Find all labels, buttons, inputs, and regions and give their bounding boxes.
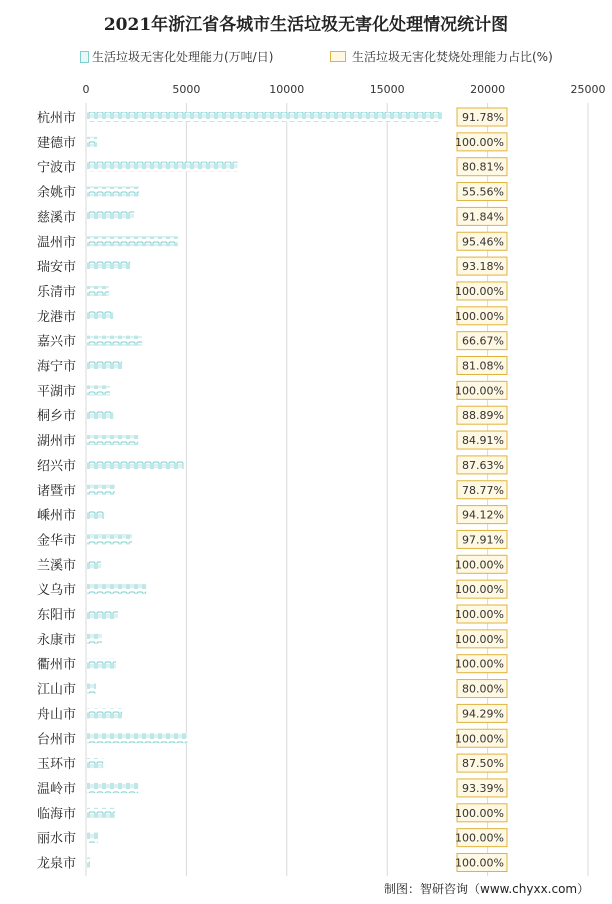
bar	[87, 435, 138, 445]
bar	[87, 485, 115, 495]
ratio-label: 78.77%	[462, 483, 504, 497]
bar	[87, 460, 183, 470]
x-tick-label: 10000	[269, 83, 305, 96]
bar	[87, 659, 116, 669]
category-label: 温岭市	[36, 781, 76, 797]
bar	[87, 584, 146, 594]
category-label: 舟山市	[36, 707, 76, 723]
ratio-label: 97.91%	[462, 533, 504, 547]
ratio-label: 66.67%	[462, 334, 504, 348]
category-label: 绍兴市	[36, 458, 76, 474]
category-label: 嵊州市	[36, 508, 76, 524]
bar	[87, 534, 132, 544]
category-label: 东阳市	[36, 608, 76, 623]
ratio-label: 80.81%	[462, 160, 504, 174]
bar	[87, 783, 138, 793]
category-label: 海宁市	[36, 359, 76, 375]
ratio-label: 91.78%	[462, 111, 504, 124]
category-label: 建德市	[36, 135, 76, 151]
bar	[87, 261, 130, 271]
ratio-label: 88.89%	[462, 409, 504, 423]
bar	[87, 510, 104, 520]
ratio-label: 100.00%	[455, 583, 504, 597]
category-label: 台州市	[36, 732, 76, 748]
ratio-label: 87.63%	[462, 458, 504, 472]
category-label: 义乌市	[36, 583, 76, 599]
bar	[87, 708, 122, 718]
ratio-label: 94.12%	[462, 508, 504, 522]
x-tick-label: 20000	[470, 83, 506, 96]
ratio-label: 100.00%	[455, 309, 504, 323]
bar	[87, 236, 177, 246]
bar	[87, 112, 441, 122]
bar	[87, 609, 118, 619]
chart-title: 2021年浙江省各城市生活垃圾无害化处理情况统计图	[103, 15, 509, 35]
bar	[87, 684, 96, 694]
category-label: 衢州市	[36, 657, 76, 673]
bar	[87, 385, 110, 395]
ratio-label: 55.56%	[462, 185, 504, 199]
ratio-label: 100.00%	[455, 831, 504, 845]
ratio-label: 100.00%	[455, 135, 504, 149]
ratio-label: 91.84%	[462, 210, 504, 224]
ratio-label: 100.00%	[455, 558, 504, 572]
category-label: 兰溪市	[36, 558, 76, 574]
ratio-label: 100.00%	[455, 632, 504, 646]
ratio-label: 81.08%	[462, 359, 504, 373]
ratio-label: 100.00%	[455, 806, 504, 820]
bar	[87, 808, 115, 818]
ratio-label: 100.00%	[455, 657, 504, 671]
bar	[87, 634, 102, 644]
legend-label-ratio: 生活垃圾无害化焚烧处理能力占比(%)	[352, 50, 553, 64]
x-tick-label: 0	[82, 83, 90, 96]
bar	[87, 758, 103, 768]
bar	[87, 211, 134, 221]
bar	[87, 361, 122, 371]
bar	[87, 311, 113, 321]
category-label: 丽水市	[36, 831, 76, 847]
bar	[87, 187, 139, 197]
category-label: 玉环市	[36, 757, 76, 773]
category-label: 平湖市	[36, 384, 76, 400]
category-label: 乐清市	[36, 284, 76, 300]
x-tick-label: 15000	[369, 83, 405, 96]
bar	[87, 137, 97, 147]
bar	[87, 410, 113, 420]
ratio-label: 84.91%	[462, 434, 504, 448]
bar	[87, 833, 98, 843]
ratio-label: 100.00%	[455, 284, 504, 298]
ratio-label: 87.50%	[462, 757, 504, 771]
category-label: 临海市	[36, 806, 76, 822]
category-label: 慈溪市	[36, 210, 76, 226]
category-label: 宁波市	[36, 160, 76, 176]
ratio-label: 94.29%	[462, 707, 504, 721]
category-label: 桐乡市	[36, 409, 76, 425]
category-label: 余姚市	[36, 185, 76, 201]
ratio-label: 95.46%	[462, 235, 504, 249]
x-tick-label: 25000	[570, 83, 606, 96]
category-label: 嘉兴市	[36, 334, 76, 350]
category-label: 龙泉市	[36, 856, 76, 872]
category-label: 龙港市	[36, 309, 76, 325]
category-label: 瑞安市	[36, 260, 76, 276]
category-label: 金华市	[36, 533, 76, 549]
category-label: 江山市	[36, 682, 76, 698]
category-label: 永康市	[36, 632, 76, 648]
bar	[87, 162, 238, 172]
ratio-label: 93.18%	[462, 260, 504, 274]
ratio-label: 93.39%	[462, 781, 504, 795]
legend-label-capacity: 生活垃圾无害化处理能力(万吨/日)	[92, 50, 274, 64]
bar	[87, 858, 90, 868]
bar	[87, 559, 101, 569]
ratio-label: 80.00%	[462, 682, 504, 696]
ratio-label: 100.00%	[455, 608, 504, 621]
x-tick-label: 5000	[172, 83, 201, 96]
category-label: 温州市	[36, 235, 76, 251]
source-note: 制图：智研咨询（www.chyxx.com）	[384, 882, 590, 896]
ratio-label: 100.00%	[455, 732, 504, 746]
ratio-label: 100.00%	[455, 384, 504, 398]
ratio-label: 100.00%	[455, 856, 504, 870]
bar	[87, 336, 142, 346]
bar	[87, 733, 187, 743]
category-label: 杭州市	[36, 111, 76, 126]
bar	[87, 286, 109, 296]
category-label: 诸暨市	[36, 483, 76, 499]
category-label: 湖州市	[36, 434, 76, 450]
